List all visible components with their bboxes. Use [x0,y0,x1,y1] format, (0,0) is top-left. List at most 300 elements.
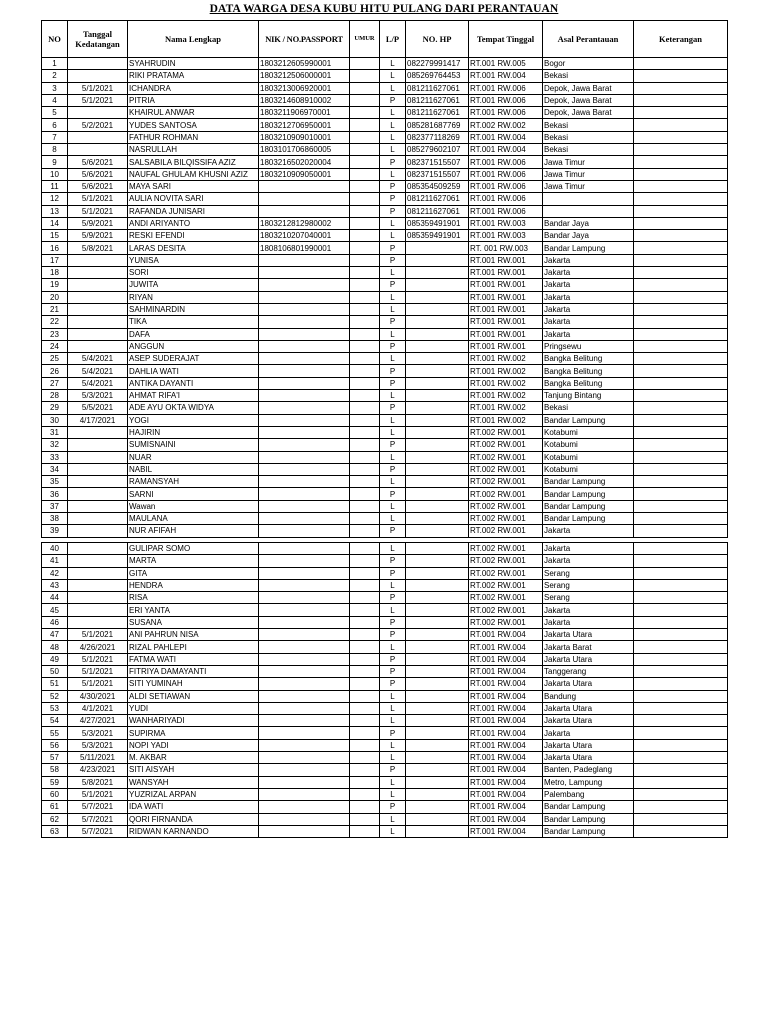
table-row [42,825,728,837]
cell-asal: Kotabumi [543,451,634,463]
cell-tanggal: 5/7/2021 [68,813,128,825]
cell-tempat: RT.001 RW.001 [469,316,543,328]
cell-lp: P [380,242,406,254]
cell-asal: Depok, Jawa Barat [543,94,634,106]
cell-no: 36 [42,488,68,500]
cell-ket [634,144,728,156]
cell-lp: L [380,451,406,463]
cell-ket [634,813,728,825]
cell-hp [406,377,469,389]
table-row [42,365,728,377]
residents-table-continued [41,542,728,838]
cell-nama: NUR AFIFAH [128,525,259,537]
cell-lp: P [380,94,406,106]
cell-no: 29 [42,402,68,414]
cell-ket [634,119,728,131]
cell-no: 56 [42,739,68,751]
cell-tempat: RT.001 RW.004 [469,690,543,702]
table-row [42,242,728,254]
cell-nama: GULIPAR SOMO [128,543,259,555]
table-row [42,653,728,665]
cell-tanggal [68,426,128,438]
cell-hp [406,665,469,677]
table-row [42,488,728,500]
table-row [42,303,728,315]
cell-lp: L [380,107,406,119]
cell-tempat: RT.001 RW.006 [469,180,543,192]
cell-ket [634,291,728,303]
cell-tanggal [68,340,128,352]
cell-nik: 1803101706860005 [259,144,350,156]
cell-nik: 1803212706950001 [259,119,350,131]
cell-nik [259,476,350,488]
cell-nama: ASEP SUDERAJAT [128,353,259,365]
cell-nik: 1803210909010001 [259,131,350,143]
cell-hp [406,476,469,488]
cell-tanggal: 5/4/2021 [68,377,128,389]
header-phone: NO. HP [406,21,469,58]
cell-nama: YUNISA [128,254,259,266]
cell-lp: L [380,604,406,616]
cell-asal: Jakarta [543,279,634,291]
cell-hp: 085359491901 [406,217,469,229]
cell-hp [406,402,469,414]
table-row [42,641,728,653]
cell-ket [634,390,728,402]
cell-nama: QORI FIRNANDA [128,813,259,825]
table-row [42,131,728,143]
cell-hp [406,328,469,340]
cell-tempat: RT.001 RW.004 [469,825,543,837]
cell-lp: P [380,488,406,500]
cell-asal: Jakarta [543,291,634,303]
cell-nik: 1803212605990001 [259,58,350,70]
cell-tanggal: 5/1/2021 [68,665,128,677]
cell-no: 26 [42,365,68,377]
cell-asal: Jakarta Utara [543,678,634,690]
cell-tanggal: 4/17/2021 [68,414,128,426]
cell-umur [350,439,380,451]
cell-tanggal: 5/1/2021 [68,94,128,106]
cell-lp: L [380,414,406,426]
cell-tempat: RT.001 RW.004 [469,144,543,156]
cell-hp: 085354509259 [406,180,469,192]
cell-hp [406,788,469,800]
cell-nama: HAJIRIN [128,426,259,438]
cell-nama: SITI YUMINAH [128,678,259,690]
cell-no: 60 [42,788,68,800]
cell-umur [350,579,380,591]
cell-no: 44 [42,592,68,604]
cell-nama: YUZRIZAL ARPAN [128,788,259,800]
cell-umur [350,205,380,217]
cell-tanggal [68,254,128,266]
cell-no: 62 [42,813,68,825]
cell-tempat: RT.002 RW.001 [469,488,543,500]
cell-asal: Bandar Lampung [543,242,634,254]
cell-nik [259,451,350,463]
cell-nik [259,629,350,641]
cell-ket [634,752,728,764]
table-row [42,665,728,677]
cell-tanggal [68,303,128,315]
cell-tempat: RT.002 RW.001 [469,439,543,451]
cell-tempat: RT.001 RW.005 [469,58,543,70]
cell-lp: L [380,144,406,156]
cell-umur [350,451,380,463]
table-row [42,813,728,825]
cell-tempat: RT.001 RW.006 [469,82,543,94]
cell-lp: P [380,463,406,475]
cell-umur [350,328,380,340]
cell-asal: Metro, Lampung [543,776,634,788]
cell-asal: Bandar Lampung [543,488,634,500]
cell-hp [406,365,469,377]
cell-umur [350,242,380,254]
cell-tempat: RT.001 RW.004 [469,70,543,82]
cell-tempat: RT.002 RW.001 [469,463,543,475]
cell-no: 7 [42,131,68,143]
cell-ket [634,402,728,414]
cell-tempat: RT.001 RW.003 [469,217,543,229]
cell-nik [259,377,350,389]
cell-hp [406,567,469,579]
cell-tanggal: 5/1/2021 [68,678,128,690]
cell-lp: L [380,579,406,591]
cell-nik [259,512,350,524]
cell-no: 50 [42,665,68,677]
cell-nama: KHAIRUL ANWAR [128,107,259,119]
cell-ket [634,439,728,451]
cell-ket [634,463,728,475]
cell-nik: 1803210207040001 [259,230,350,242]
table-row [42,156,728,168]
cell-tempat: RT.002 RW.001 [469,525,543,537]
cell-asal: Bandar Lampung [543,476,634,488]
cell-lp: P [380,801,406,813]
table-row [42,451,728,463]
cell-no: 12 [42,193,68,205]
cell-asal: Jakarta Utara [543,629,634,641]
cell-tanggal [68,70,128,82]
cell-nama: MAYA SARI [128,180,259,192]
cell-nama: SUMISNAINI [128,439,259,451]
cell-nama: SORI [128,267,259,279]
cell-ket [634,58,728,70]
cell-umur [350,715,380,727]
cell-hp: 082371515507 [406,168,469,180]
table-row [42,402,728,414]
table-row [42,58,728,70]
cell-ket [634,690,728,702]
cell-nama: NAUFAL GHULAM KHUSNI AZIZ [128,168,259,180]
cell-hp [406,488,469,500]
cell-no: 23 [42,328,68,340]
table-row [42,801,728,813]
cell-hp [406,801,469,813]
cell-tanggal [68,267,128,279]
cell-asal: Bekasi [543,144,634,156]
cell-umur [350,316,380,328]
cell-asal: Tanjung Bintang [543,390,634,402]
cell-asal: Bandar Lampung [543,801,634,813]
cell-tanggal [68,279,128,291]
cell-ket [634,543,728,555]
cell-lp: P [380,340,406,352]
cell-nik: 1803211906970001 [259,107,350,119]
table-row [42,193,728,205]
cell-ket [634,604,728,616]
table-row [42,555,728,567]
cell-asal: Serang [543,579,634,591]
cell-ket [634,579,728,591]
cell-lp: P [380,629,406,641]
cell-lp: L [380,230,406,242]
cell-nik [259,653,350,665]
cell-nama: SUSANA [128,616,259,628]
cell-umur [350,665,380,677]
cell-tempat: RT.002 RW.001 [469,616,543,628]
cell-hp [406,353,469,365]
cell-no: 57 [42,752,68,764]
cell-nama: ANTIKA DAYANTI [128,377,259,389]
header-nama-lengkap: Nama Lengkap [128,21,259,58]
table-row [42,230,728,242]
cell-ket [634,641,728,653]
table-row [42,414,728,426]
cell-tanggal [68,525,128,537]
cell-hp [406,291,469,303]
table-row [42,604,728,616]
cell-hp [406,525,469,537]
cell-asal: Jawa Timur [543,156,634,168]
cell-umur [350,82,380,94]
cell-hp [406,242,469,254]
cell-ket [634,500,728,512]
cell-no: 30 [42,414,68,426]
cell-asal: Bangka Belitung [543,365,634,377]
cell-lp: P [380,567,406,579]
cell-nama: NUAR [128,451,259,463]
cell-hp [406,616,469,628]
cell-asal: Jakarta [543,267,634,279]
cell-nama: ANGGUN [128,340,259,352]
cell-nik [259,579,350,591]
cell-lp: L [380,168,406,180]
cell-ket [634,205,728,217]
cell-no: 51 [42,678,68,690]
cell-hp [406,500,469,512]
table-row [42,144,728,156]
cell-asal: Palembang [543,788,634,800]
cell-no: 28 [42,390,68,402]
cell-nama: RAFANDA JUNISARI [128,205,259,217]
cell-hp [406,303,469,315]
cell-ket [634,193,728,205]
cell-ket [634,788,728,800]
cell-tanggal [68,107,128,119]
cell-nama: ANI PAHRUN NISA [128,629,259,641]
cell-lp: L [380,788,406,800]
cell-asal: Jakarta [543,604,634,616]
cell-nik [259,788,350,800]
cell-ket [634,702,728,714]
cell-hp: 085269764453 [406,70,469,82]
cell-umur [350,690,380,702]
cell-tanggal: 5/1/2021 [68,193,128,205]
cell-no: 38 [42,512,68,524]
cell-ket [634,168,728,180]
cell-tanggal: 5/4/2021 [68,365,128,377]
cell-ket [634,653,728,665]
cell-lp: P [380,316,406,328]
cell-tanggal [68,592,128,604]
cell-tempat: RT.001 RW.001 [469,340,543,352]
cell-lp: L [380,739,406,751]
cell-tanggal [68,451,128,463]
cell-no: 40 [42,543,68,555]
cell-hp [406,463,469,475]
cell-lp: P [380,525,406,537]
cell-umur [350,525,380,537]
cell-tempat: RT.002 RW.001 [469,555,543,567]
cell-nik [259,678,350,690]
cell-tempat: RT.001 RW.004 [469,678,543,690]
table-row [42,579,728,591]
cell-no: 37 [42,500,68,512]
cell-tanggal: 4/23/2021 [68,764,128,776]
cell-asal: Kotabumi [543,426,634,438]
cell-nama: SYAHRUDIN [128,58,259,70]
table-row [42,426,728,438]
table-row [42,439,728,451]
cell-no: 11 [42,180,68,192]
cell-ket [634,254,728,266]
cell-ket [634,776,728,788]
cell-tempat: RT.002 RW.001 [469,579,543,591]
cell-nama: RISA [128,592,259,604]
cell-nama: YOGI [128,414,259,426]
cell-tanggal: 5/11/2021 [68,752,128,764]
cell-nama: AULIA NOVITA SARI [128,193,259,205]
cell-lp: P [380,402,406,414]
cell-tempat: RT.001 RW.004 [469,653,543,665]
cell-hp: 085281687769 [406,119,469,131]
cell-asal: Bekasi [543,70,634,82]
cell-nama: LARAS DESITA [128,242,259,254]
cell-umur [350,616,380,628]
cell-tempat: RT.001 RW.001 [469,254,543,266]
cell-umur [350,180,380,192]
cell-tempat: RT.001 RW.006 [469,168,543,180]
cell-hp: 082279991417 [406,58,469,70]
cell-asal: Jakarta Utara [543,739,634,751]
table-row [42,340,728,352]
header-tempat-tinggal: Tempat Tinggal [469,21,543,58]
cell-umur [350,629,380,641]
cell-ket [634,727,728,739]
cell-ket [634,555,728,567]
cell-nik [259,825,350,837]
cell-tanggal [68,512,128,524]
cell-nama: JUWITA [128,279,259,291]
cell-no: 61 [42,801,68,813]
header-nik-passport: NIK / NO.PASSPORT [259,21,350,58]
cell-tanggal: 5/9/2021 [68,217,128,229]
cell-tanggal: 5/3/2021 [68,390,128,402]
cell-nik [259,488,350,500]
cell-lp: L [380,476,406,488]
cell-tempat: RT.001 RW.002 [469,353,543,365]
table-row [42,279,728,291]
cell-nik [259,291,350,303]
cell-no: 9 [42,156,68,168]
table-row [42,70,728,82]
cell-tempat: RT.001 RW.002 [469,402,543,414]
cell-lp: P [380,678,406,690]
cell-asal: Bandar Lampung [543,512,634,524]
cell-tempat: RT.001 RW.004 [469,752,543,764]
cell-lp: L [380,715,406,727]
cell-lp: P [380,180,406,192]
cell-hp [406,426,469,438]
header-no: NO [42,21,68,58]
cell-hp [406,678,469,690]
table-row [42,205,728,217]
cell-asal: Jawa Timur [543,168,634,180]
cell-hp: 085359491901 [406,230,469,242]
cell-no: 49 [42,653,68,665]
cell-nik [259,592,350,604]
cell-no: 20 [42,291,68,303]
table-row [42,629,728,641]
header-asal-perantauan: Asal Perantauan [543,21,634,58]
cell-tempat: RT.002 RW.001 [469,500,543,512]
cell-nik [259,727,350,739]
cell-no: 41 [42,555,68,567]
cell-asal: Serang [543,592,634,604]
table-row [42,702,728,714]
cell-asal: Depok, Jawa Barat [543,107,634,119]
cell-nik [259,279,350,291]
cell-hp: 081211627061 [406,205,469,217]
table-header [42,21,728,58]
cell-nama: RIZAL PAHLEPI [128,641,259,653]
cell-no: 27 [42,377,68,389]
table-row [42,390,728,402]
cell-asal [543,205,634,217]
cell-tanggal [68,131,128,143]
cell-nik [259,752,350,764]
cell-nik [259,567,350,579]
cell-tempat: RT.002 RW.001 [469,567,543,579]
cell-no: 15 [42,230,68,242]
table-row [42,788,728,800]
cell-no: 4 [42,94,68,106]
cell-no: 55 [42,727,68,739]
cell-nik [259,414,350,426]
cell-umur [350,604,380,616]
cell-umur [350,414,380,426]
cell-no: 3 [42,82,68,94]
cell-nik [259,543,350,555]
cell-no: 8 [42,144,68,156]
cell-nama: NABIL [128,463,259,475]
cell-umur [350,426,380,438]
cell-nik [259,267,350,279]
cell-lp: L [380,641,406,653]
cell-umur [350,702,380,714]
